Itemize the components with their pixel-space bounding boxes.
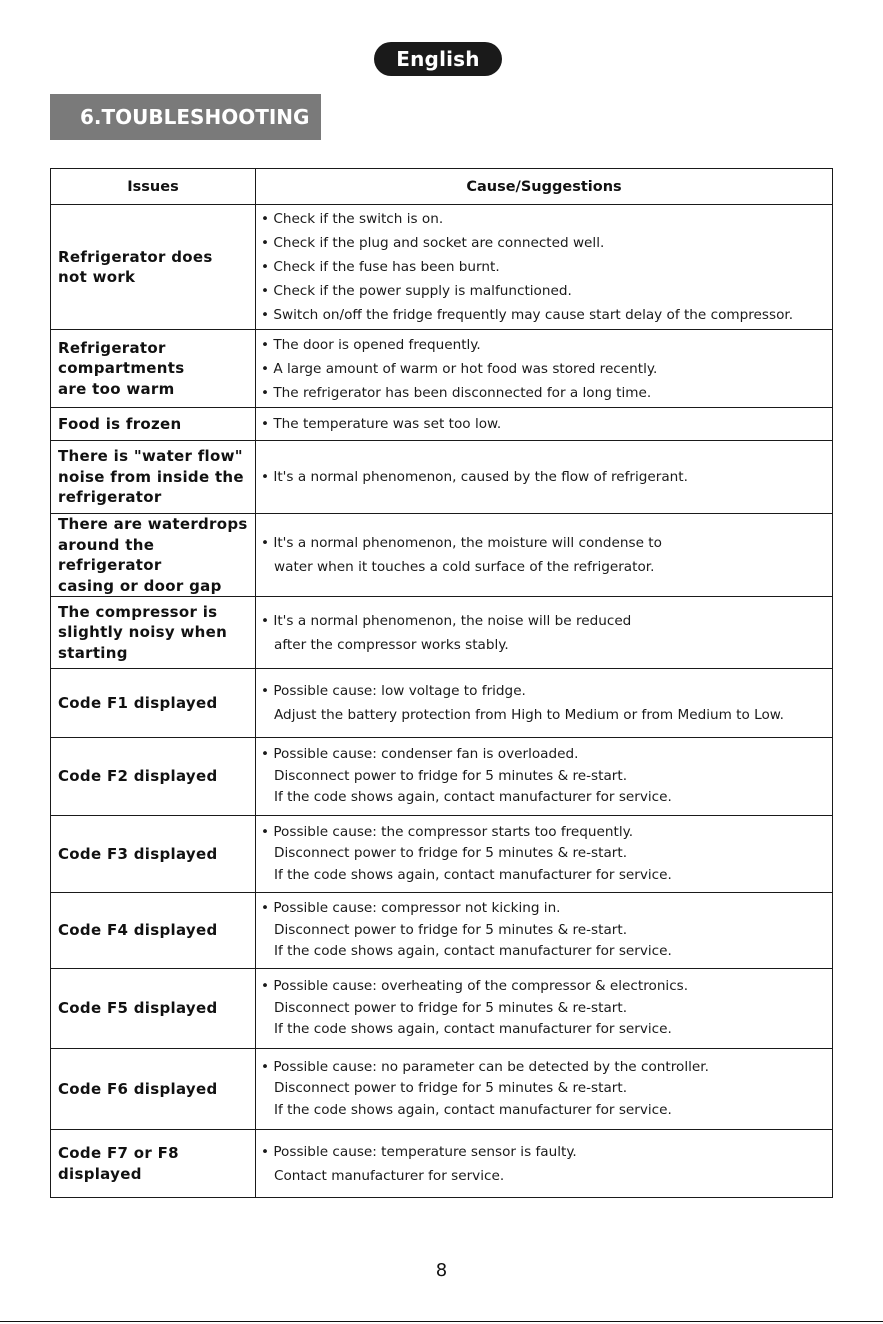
table-row (51, 969, 833, 1049)
page-number: 8 (435, 1260, 448, 1281)
cause-cell (256, 669, 833, 738)
cause-line: • It's a normal phenomenon, the moisture will condense to (261, 535, 662, 551)
table-row (51, 330, 833, 408)
cause-line: Disconnect power to fridge for 5 minutes & re-start. (274, 845, 628, 862)
table-row (51, 738, 833, 816)
table-row (51, 441, 833, 514)
issue-cell: There are waterdrops around the refrigerator casing or door gap (51, 514, 256, 597)
table-row (51, 816, 833, 893)
cause-line: • Possible cause: temperature sensor is faulty. (261, 1143, 577, 1160)
column-header-issues: Issues (51, 169, 256, 205)
cause-line: Disconnect power to fridge for 5 minutes & re-start. (274, 921, 628, 938)
cause-line: • The door is opened frequently. (261, 336, 481, 353)
table-row (51, 408, 833, 441)
table-header-row (51, 169, 833, 205)
cause-line: If the code shows again, contact manufacturer for service. (274, 789, 672, 806)
cause-line: • Switch on/off the fridge frequently may cause start delay of the compressor. (261, 307, 794, 323)
issue-cell: The compressor is slightly noisy when starting (51, 597, 256, 669)
cause-line: • Check if the fuse has been burnt. (261, 259, 500, 275)
cause-line: • The refrigerator has been disconnected for a long time. (261, 384, 652, 401)
table-row (51, 205, 833, 330)
issue-cell: Refrigerator compartments are too warm (51, 330, 256, 408)
cause-line: Adjust the battery protection from High to Medium or from Medium to Low. (274, 707, 784, 723)
language-badge: English (374, 42, 502, 76)
table-row (51, 1130, 833, 1198)
cause-line: If the code shows again, contact manufacturer for service. (274, 943, 672, 960)
table-row (51, 893, 833, 969)
cause-line: water when it touches a cold surface of the refrigerator. (274, 559, 655, 575)
cause-line: • Possible cause: the compressor starts too frequently. (261, 823, 634, 840)
cause-line: • Possible cause: overheating of the compressor & electronics. (261, 978, 689, 995)
issue-cell: Code F3 displayed (51, 816, 256, 893)
issue-cell: Code F4 displayed (51, 893, 256, 969)
cause-line: • Possible cause: low voltage to fridge. (261, 683, 526, 699)
issue-cell: There is "water flow" noise from inside the refrigerator (51, 441, 256, 514)
cause-cell (256, 1049, 833, 1130)
column-header-cause: Cause/Suggestions (256, 169, 833, 205)
cause-cell (256, 893, 833, 969)
issue-cell: Food is frozen (51, 408, 256, 441)
cause-cell (256, 514, 833, 597)
issue-cell: Code F6 displayed (51, 1049, 256, 1130)
cause-line: • Check if the plug and socket are connected well. (261, 235, 605, 251)
cause-line: • Possible cause: compressor not kicking in. (261, 900, 561, 917)
cause-line: • Check if the switch is on. (261, 211, 444, 227)
cause-line: after the compressor works stably. (274, 636, 509, 653)
cause-cell (256, 205, 833, 330)
cause-cell (256, 597, 833, 669)
section-title: 6.TOUBLESHOOTING (50, 94, 321, 140)
cause-line: • Possible cause: no parameter can be detected by the controller. (261, 1058, 709, 1075)
cause-cell (256, 408, 833, 441)
cause-line: • A large amount of warm or hot food was stored recently. (261, 360, 658, 377)
cause-line: • It's a normal phenomenon, the noise will be reduced (261, 612, 632, 629)
table-row (51, 669, 833, 738)
cause-line: Disconnect power to fridge for 5 minutes & re-start. (274, 999, 628, 1016)
cause-line: If the code shows again, contact manufacturer for service. (274, 1021, 672, 1038)
cause-line: Contact manufacturer for service. (274, 1167, 505, 1184)
cause-line: If the code shows again, contact manufacturer for service. (274, 866, 672, 883)
cause-line: • It's a normal phenomenon, caused by the flow of refrigerant. (261, 469, 688, 485)
cause-cell (256, 969, 833, 1049)
cause-line: Disconnect power to fridge for 5 minutes & re-start. (274, 767, 628, 784)
issue-cell: Code F5 displayed (51, 969, 256, 1049)
cause-line: • The temperature was set too low. (261, 416, 502, 432)
cause-line: If the code shows again, contact manufacturer for service. (274, 1101, 672, 1118)
troubleshooting-table (50, 168, 833, 1198)
table-row (51, 597, 833, 669)
table-row (51, 1049, 833, 1130)
cause-cell (256, 330, 833, 408)
table-row (51, 514, 833, 597)
cause-cell (256, 816, 833, 893)
issue-cell: Code F2 displayed (51, 738, 256, 816)
cause-line: • Possible cause: condenser fan is overloaded. (261, 746, 579, 763)
issue-cell: Refrigerator does not work (51, 205, 256, 330)
cause-line: Disconnect power to fridge for 5 minutes & re-start. (274, 1080, 628, 1097)
cause-line: • Check if the power supply is malfunctioned. (261, 283, 572, 299)
cause-cell (256, 441, 833, 514)
cause-cell (256, 738, 833, 816)
issue-cell: Code F1 displayed (51, 669, 256, 738)
issue-cell: Code F7 or F8 displayed (51, 1130, 256, 1198)
page-bottom-rule (0, 1321, 883, 1322)
cause-cell (256, 1130, 833, 1198)
